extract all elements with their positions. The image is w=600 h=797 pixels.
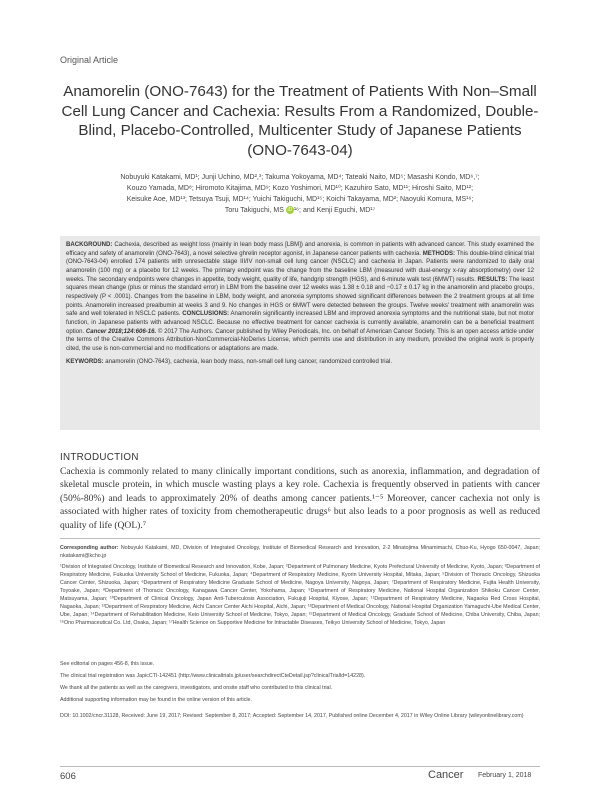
- abstract-methods-label: METHODS:: [422, 250, 455, 257]
- author-list: [60, 172, 540, 216]
- keywords-text: anamorelin (ONO-7643), cachexia, lean body mass, non-small cell lung cancer, randomized controlled trial.: [103, 358, 392, 365]
- abstract-conclusions: Anamorelin significantly increased LBM and improved anorexia symptoms and the nutritional state, but not motor function, in Japanese patients with advanced NSCLC. Because no effective treatment for cancer cachexia is currently available, anamorelin can be a beneficial treatment option.: [66, 311, 534, 335]
- abstract-results-label: RESULTS:: [477, 276, 508, 283]
- abstract-box: [60, 236, 540, 430]
- introduction-heading: INTRODUCTION: [60, 452, 139, 463]
- authors-line: Nobuyuki Katakami, MD¹; Junji Uchino, MD²,³; Takuma Yokoyama, MD⁴; Tateaki Naito, MD⁵; Masashi Kondo, MD⁶,⁷;: [120, 174, 480, 181]
- issue-date: February 1, 2018: [478, 772, 532, 779]
- article-title: Anamorelin (ONO-7643) for the Treatment of Patients With Non–Small Cell Lung Cancer and Cachexia: Results From a Randomized, Double-Blind, Placebo-Controlled, Multicenter Study of Japanese Patients (ONO-7643-04): [61, 83, 539, 159]
- keywords: [66, 358, 534, 367]
- bottom-divider: [60, 766, 540, 767]
- supporting-info-note: Additional supporting information may be found in the online version of this article.: [60, 697, 252, 703]
- corresponding-text: Nobuyuki Katakami, MD, Division of Integrated Oncology, Institute of Biomedical Research and Innovation, 2-2 Minatojima Minamimachi, Chuo-Ku, Hyogo 650-0047, Japan; nkatakami@kcho.jp: [60, 545, 540, 559]
- abstract-citation: Cancer 2018;124:606-16.: [85, 328, 157, 335]
- acknowledgment-note: We thank all the patients as well as the caregivers, investigators, and onsite staff who contributed to this clinical trial.: [60, 685, 333, 691]
- abstract-conclusions-label: CONCLUSIONS:: [182, 311, 229, 318]
- abstract-copyright: © 2017 The Authors. Cancer published by Wiley Periodicals, Inc. on behalf of American Cancer Society. This is an open access article under the terms of the Creative Commons Attribution-NonCommercial-NoDerivs License, which permits use and distribution in any medium, provided the original work is properly cited, the use is non-commercial and no modifications or adaptations are made.: [66, 328, 535, 352]
- affiliations: ¹Division of Integrated Oncology, Institute of Biomedical Research and Innovation, Kobe, Japan; ²Department of Pulmonary Medicine, Kyoto Prefectural University of Medicine, Kyoto, Japan; ³Department of Respiratory Medicine, Fukuoka University School of Medicine, Fukuoka, Japan; ⁴Department of Respiratory Medicine, Kyorin University Hospital, Mitaka, Japan; ⁵Division of Thoracic Oncology, Shizuoka Cancer Center, Shizuoka, Japan; ⁶Department of Respiratory Medicine Graduate School of Medicine, Nagoya University, Nagoya, Japan; ⁷Department of Respiratory Medicine, Fujita Health University, Toyoake, Japan; ⁸Department of Thoracic Oncology, Kanagawa Cancer Center, Yokohama, Japan; ⁹Department of Respiratory Medicine, National Hospital Organization Shikoku Cancer Center, Matsuyama, Japan; ¹⁰Department of Clinical Oncology, Japan Anti-Tuberculosis Association, Fukujuji Hospital, Kiyose, Japan; ¹¹Department of Respiratory Medicine, Nagaoka Red Cross Hospital, Nagaoka, Japan; ¹²Department of Respiratory Medicine, Aichi Cancer Center Aichi Hospital, Aichi, Japan; ¹³Department of Medical Oncology, National Hospital Organization Yamaguchi-Ube Medical Center, Ube, Japan; ¹⁴Department of Rehabilitation Medicine, Keio University School of Medicine, Tokyo, Japan; ¹⁵Department of Medical Oncology, Graduate School of Medicine, Chiba University, Chiba, Japan; ¹⁶Ono Pharmaceutical Co. Ltd, Osaka, Japan; ¹⁷Health Science on Supportive Medicine for Intractable Diseases, Teikyo University School of Medicine, Tokyo, Japan: [60, 564, 540, 626]
- authors-line: Keisuke Aoe, MD¹³; Tetsuya Tsuji, MD¹⁴; Yuichi Takiguchi, MD¹⁵; Koichi Takayama, MD²; Naoyuki Komura, MS¹⁶;: [126, 196, 474, 203]
- editorial-note: See editorial on pages 456-8, this issue.: [60, 661, 155, 667]
- authors-line: [60, 205, 540, 216]
- orcid-icon[interactable]: iD: [287, 207, 293, 214]
- footnote-divider: [60, 538, 540, 539]
- page-number: 606: [60, 771, 76, 782]
- keywords-label: KEYWORDS:: [66, 358, 104, 365]
- abstract-background: Cachexia, described as weight loss (mainly in lean body mass [LBM]) and anorexia, is common in patients with advanced cancer. This study examined the efficacy and safety of anamorelin (ONO-7643), a novel selective ghrelin receptor agonist, in Japanese cancer patients with cachexia.: [66, 242, 534, 257]
- introduction-text: Cachexia is commonly related to many clinically important conditions, such as anorexia, inflammation, and degradation of skeletal muscle protein, in which muscle wasting plays a key role. Cachexia is frequently observed in patients with cancer (50%-80%) and leads to approximately 20% of deaths among cancer patients.¹⁻⁵ Moreover, cancer cachexia not only is associated with higher rates of toxicity from chemotherapeutic drugs⁶ but also leads to a poor prognosis as well as reduced quality of life (QOL).⁷: [60, 466, 540, 531]
- corresponding-label: Corresponding author:: [60, 545, 119, 551]
- abstract-background-label: BACKGROUND:: [66, 242, 113, 248]
- abstract-methods: This double-blind clinical trial (ONO-7643-04) enrolled 174 patients with unresectable stage III/IV non-small cell lung cancer (NSCLC) and cachexia in Japan. Patients were randomized to daily oral anamorelin (100 mg) or a placebo for 12 weeks. The primary endpoint was the change from the baseline LBM (measured with dual-energy x-ray absorptiometry) over 12 weeks. The secondary endpoints were changes in appetite, body weight, quality of life, handgrip strength (HGS), and 6-minute walk test (6MWT) results.: [66, 250, 534, 283]
- authors-line: Kouzo Yamada, MD⁸; Hiromoto Kitajima, MD⁹; Kozo Yoshimori, MD¹⁰; Kazuhiro Sato, MD¹¹; Hiroshi Saito, MD¹²;: [126, 185, 474, 192]
- corresponding-author: [60, 544, 540, 560]
- author-name: Toru Takiguchi, MS: [224, 207, 284, 214]
- abstract-text: [66, 241, 534, 354]
- author-name: ¹⁶; and Kenji Eguchi, MD¹⁷: [293, 207, 376, 214]
- abstract-results: The least squares mean change (plus or minus the standard error) in LBM from the baseline over 12 weeks was 1.38 ± 0.18 and −0.17 ± 0.17 kg in the anamorelin and placebo groups, respectively (P < .0001). Changes from the baseline in LBM, body weight, and anorexia symptoms showed significant differences between the 2 treatment groups at all time points. Anamorelin increased prealbumin at weeks 3 and 9. No changes in HGS or 6MWT were detected between the groups. Twelve weeks' treatment with anamorelin was safe and well tolerated in NSCLC patients.: [66, 276, 534, 318]
- doi-line: DOI: 10.1002/cncr.31128, Received: June 19, 2017; Revised: September 8, 2017; Accepted: September 14, 2017, Published online December 4, 2017 in Wiley Online Library (wileyonlinelibrary.com): [60, 713, 524, 719]
- section-label: Original Article: [60, 55, 119, 65]
- registration-note: The clinical trial registration was JapicCTI-142451 (http://www.clinicaltrials.jp/user/searchdirectCteDetail.jsp?clinicalTrialId=14228).: [60, 673, 366, 679]
- journal-name: Cancer: [428, 769, 464, 781]
